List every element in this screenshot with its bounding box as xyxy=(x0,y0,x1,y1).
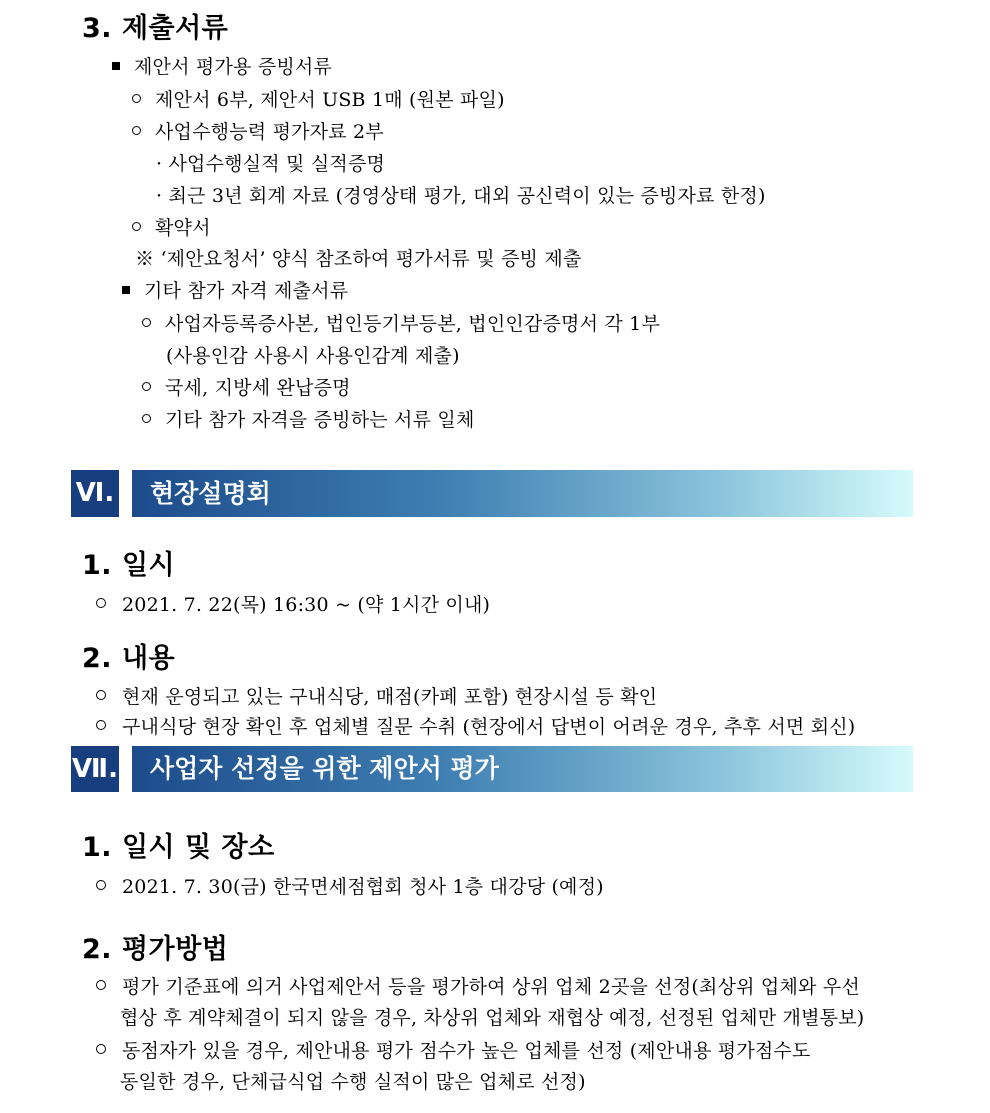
list-item: 사업자등록증사본, 법인등기부등본, 법인인감증명서 각 1부 xyxy=(142,309,660,336)
note: ※ ‘제안요청서’ 양식 참조하여 평가서류 및 증빙 제출 xyxy=(135,248,582,270)
sec7-heading-method: 2. 평가방법 xyxy=(82,934,229,965)
circle-bullet-icon xyxy=(132,126,141,135)
circle-bullet-icon xyxy=(96,980,106,990)
circle-bullet-icon xyxy=(96,598,106,608)
list-item-continued: (사용인감 사용시 사용인감계 제출) xyxy=(166,345,460,367)
square-bullet-icon xyxy=(122,286,130,294)
list-item: 2021. 7. 22(목) 16:30 ~ (약 1시간 이내) xyxy=(96,590,490,617)
list-item: 동점자가 있을 경우, 제안내용 평가 점수가 높은 업체를 선정 (제안내용 평가점수도 xyxy=(96,1036,811,1063)
circle-bullet-icon xyxy=(132,222,141,231)
list-item: 2021. 7. 30(금) 한국면세점협회 청사 1층 대강당 (예정) xyxy=(96,872,604,899)
circle-bullet-icon xyxy=(96,690,106,700)
section-3-heading: 3. 제출서류 xyxy=(82,13,229,44)
list-item: 구내식당 현장 확인 후 업체별 질문 수취 (현장에서 답변이 어려운 경우, 추후 서면 회신) xyxy=(96,712,855,739)
sec6-heading-content: 2. 내용 xyxy=(82,643,176,674)
sub-item: · 최근 3년 회계 자료 (경영상태 평가, 대외 공신력이 있는 증빙자료 한정) xyxy=(156,185,766,207)
list-item: 국세, 지방세 완납증명 xyxy=(142,373,351,400)
circle-bullet-icon xyxy=(142,318,151,327)
list-item: 기타 참가 자격을 증빙하는 서류 일체 xyxy=(142,405,475,432)
circle-bullet-icon xyxy=(96,720,106,730)
sec7-heading-date-place: 1. 일시 및 장소 xyxy=(82,832,275,863)
list-item-continued: 동일한 경우, 단체급식업 수행 실적이 많은 업체로 선정) xyxy=(120,1071,586,1093)
circle-bullet-icon xyxy=(132,94,141,103)
circle-bullet-icon xyxy=(142,414,151,423)
list-item: 확약서 xyxy=(132,213,211,240)
list-item: 현재 운영되고 있는 구내식당, 매점(카페 포함) 현장시설 등 확인 xyxy=(96,682,657,709)
bullet-other-docs: 기타 참가 자격 제출서류 xyxy=(122,276,348,303)
section-7-number: Ⅶ. xyxy=(71,746,119,792)
section-7-title: 사업자 선정을 위한 제안서 평가 xyxy=(132,746,913,792)
sub-item: · 사업수행실적 및 실적증명 xyxy=(156,153,386,175)
section-6-title: 현장설명회 xyxy=(132,470,913,517)
circle-bullet-icon xyxy=(96,1044,106,1054)
list-item: 평가 기준표에 의거 사업제안서 등을 평가하여 상위 업체 2곳을 선정(최상위 업체와 우선 xyxy=(96,972,860,999)
circle-bullet-icon xyxy=(96,880,106,890)
sec6-heading-date: 1. 일시 xyxy=(82,550,176,581)
square-bullet-icon xyxy=(112,62,120,70)
circle-bullet-icon xyxy=(142,382,151,391)
list-item: 사업수행능력 평가자료 2부 xyxy=(132,117,384,144)
bullet-proposal-docs: 제안서 평가용 증빙서류 xyxy=(112,52,332,79)
list-item-continued: 협상 후 계약체결이 되지 않을 경우, 차상위 업체와 재협상 예정, 선정된 업체만 개별통보) xyxy=(120,1007,865,1029)
section-6-number: Ⅵ. xyxy=(71,470,119,517)
list-item: 제안서 6부, 제안서 USB 1매 (원본 파일) xyxy=(132,85,505,112)
